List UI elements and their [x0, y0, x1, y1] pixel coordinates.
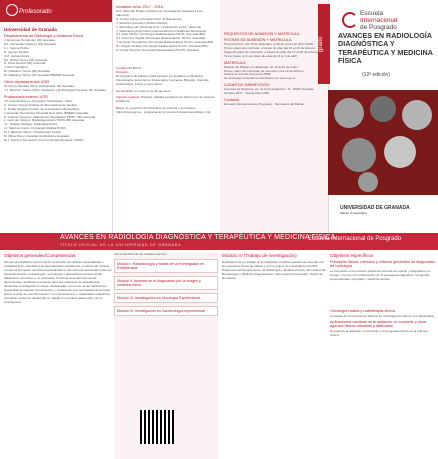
scan-image	[370, 96, 396, 122]
scan-image	[384, 136, 416, 168]
school-name-1: Escuela	[360, 10, 384, 17]
date-item: Primer plazo de matrícula: a través de plan del 15 al 16 de febrero	[224, 45, 315, 50]
research-text: Realización de un trabajo de investigación científica tutelado de acuerdo con las siguientes líneas de trabajo y en los grupos de investigación del IBS. Profesores del Departamento de Radiología y Medicina Física, del Instituto de Biopatología y Medicina Regenerativa y del Hospital Universitario Virgen de las Nieves.	[222, 260, 326, 280]
panel-admission	[220, 0, 329, 233]
cover-edition: (12ª edición)	[362, 72, 390, 78]
vertical-grado-band: grado	[318, 4, 330, 84]
external-heading: Profesorado externo UGR	[4, 94, 48, 99]
guest-item: J. Villanueva (Asymmetric General Electric Healthcare Barcelona)	[116, 28, 207, 33]
guest-item: J. Sánchez González (Philips Ibérica)	[116, 20, 168, 25]
dept1-item: N. Olea Serrano (IR) Granada	[4, 61, 46, 66]
prereq-heading: REQUISITOS DE ADMISIÓN Y MATRÍCULA	[224, 32, 300, 36]
dept1-list	[4, 39, 109, 78]
external-item: J.F. Aranda Moreno (Complejo Hospitalario, Jaén)	[4, 98, 73, 103]
date-item: Preinscripción: del 15 de diciembre al 30 de enero de 2017-2018	[224, 42, 313, 46]
fee-item: Se aconseja consultar la información en www.ugr.es	[224, 76, 296, 81]
university-name: UNIVERSIDAD DE GRANADA	[340, 205, 410, 211]
guest-item: M.A. Albendín Bajare (Instituto de Investigación Sanitaria La Fe, Valencia)	[116, 9, 204, 17]
module-box	[114, 293, 218, 303]
school-logo-icon	[342, 12, 358, 28]
guests-heading: Invitados curso 2017 - 2018	[116, 5, 163, 9]
specific-sub-3: Aplicaciones médicas de la radiación no ionizante y otros agentes físicos naturales y artificiales	[330, 320, 427, 328]
objectives-column	[4, 252, 112, 459]
objectives-text: Ofrecer al estudiante una formación avanzada, de carácter especializado o multidisciplinar, orientada a la especialización académica o profesional. Ofrecer a todos la formación científica especializada en las técnicas avanzadas sobre los principios físicos, metodologías, tecnologías y aplicaciones clínicas de las radiaciones ionizantes y no ionizantes. Presenta a los alumnos de las herramientas científicas necesarias para que adquieran la capacidad de desarrollar investigación en áreas relacionadas con el uso de las radiaciones. Capacidad de integrar conocimientos y enfrentarse a la complejidad de formular juicios a partir de una información. Los conocimientos y capacidades adquiridos permitirán al alumno desarrollar su trabajo en el ámbito asistencial y de la investigación.	[4, 260, 112, 304]
duration-label: Duración	[116, 69, 129, 74]
banner-subtitle: TÍTULO OFICIAL DE LA UNIVERSIDAD DE GRANADA	[60, 243, 182, 247]
admit-text: un máximo de 40 alumnos	[134, 88, 171, 93]
module-2-title: Módulo II. Avances en el diagnóstico por la imagen y medicina física	[117, 279, 201, 287]
place-text: Facultad de Medicina, Av. de la Investigación, 11, 18016 Granada	[224, 87, 314, 92]
contact-heading: Contacto	[224, 98, 240, 103]
external-list	[4, 100, 109, 143]
university-heading: Universidad de Granada	[4, 27, 57, 32]
module-4-title: Módulo IV. Investigación en Cancerología experimental	[117, 309, 205, 313]
logo-icon	[6, 4, 18, 16]
date-item: Tercer plazo: a fin de plazo de ellas del 3 al 4 de abril	[224, 53, 297, 58]
modality-label: Impartir mediante	[116, 95, 141, 100]
dept2-heading: Otros departamentos UGR	[4, 80, 50, 85]
credits-label: Créditos	[116, 65, 128, 70]
duration-text: El programa de Máster podrá acceder los titulados en Medicina, Odontología, Enfermería, Fisioterapia, Farmacia, Biología, Ciencias Ambientales, Física y otros afines.	[116, 73, 209, 86]
fees-list	[224, 66, 325, 82]
external-item: A. Durán Segarra (Centro de Investigación Biomédica)	[4, 106, 79, 111]
dept1-item: J. Espinosa Hernández (IR) Granada	[4, 38, 55, 42]
specific-text-1: La formación en la práctica médica de técnicas de estudio y diagnóstico por imagen. Conocer los fundamentos de la resonancia magnética, tomografía computarizada, ecografía y medicina nuclear.	[330, 269, 431, 281]
place-heading: LUGAR DE IMPARTICIÓN	[224, 83, 270, 88]
research-heading: Módulo IV (Trabajo de investigación)	[222, 253, 297, 258]
module-box	[114, 276, 218, 290]
panel-faculty	[0, 0, 113, 233]
dates-list	[224, 43, 325, 59]
module-3-title: Módulo III. Investigación en Oncología Experimental	[117, 296, 201, 300]
external-item: M.J. Martínez Pérez, Hospital San Cecilio	[4, 130, 62, 135]
credits-value: 60 ECTS	[128, 65, 141, 70]
external-item: I.J. Martínez Liedo, Oncología Médica HUVN	[4, 126, 66, 131]
specific-sub-2: Oncología básica y radioterapia clínica	[330, 309, 396, 313]
specific-heading: Objetivos específicos	[330, 253, 374, 258]
fee-item: Abonar el importe del precio 250€	[224, 72, 271, 77]
scan-image	[342, 138, 376, 172]
external-item: D. Galindo Cisneros, Radiofísica Hospitalaria PMTC, IBS Granada	[4, 114, 96, 119]
dept1-item: J. Ruiz Caballero	[4, 65, 28, 70]
guest-item: L. Martí-Bonmatí (Hospital Univ. y Politécnico La Fe, Valencia)	[116, 24, 202, 29]
dept1-item: J.M. Llamas Elvira	[4, 53, 30, 58]
guest-item: S. Cortés Arango (Hospital Clínic de Barcelona)	[116, 16, 182, 21]
dept1-heading: Departamento de Radiología y Medicina Física	[4, 34, 83, 38]
dept1-item: M.I. Fernández Cabrera (IR) Granada	[4, 41, 56, 46]
specific-objectives-column	[330, 252, 436, 459]
guest-item: F.J. Díaz Vilchez (Oncología Radioterápica HUVN, Granada IBS)	[116, 32, 206, 37]
scan-image	[402, 100, 432, 130]
scan-image	[334, 98, 364, 128]
modality-text: Práctica: palabra pendiente de Opción por la Junta de Andalucía	[116, 95, 215, 104]
fees-heading: MATRÍCULA	[224, 60, 246, 65]
panel-guests	[112, 0, 221, 233]
web-label: Bases de selección del Ministerio de Ciencia e Innovación	[116, 106, 196, 111]
scan-image	[358, 172, 378, 192]
module-1-title: Módulo I. Radiobiología y Bases de la Investigación en Radioterapia	[117, 262, 205, 270]
dept1-item: M.I. Núñez Torres (IR) Granada	[4, 57, 48, 62]
date-item: Segundo plazo de matrícula: a través de plan del 17 al 28 de febrero	[224, 49, 319, 54]
school-name-2: Internacional	[360, 17, 398, 24]
fee-item: Primer plazo de matrícula: se concede a los 12 de febrero	[224, 68, 304, 73]
fee-item: Módulo del Máster en radiología: de 18 al 21 de enero	[224, 64, 299, 69]
module-box	[114, 306, 218, 316]
banner-title: AVANCES EN RADIOLOGÍA DIAGNÓSTICA Y TERAPÉUTICA Y MEDICINA FÍSICA	[60, 234, 336, 241]
external-item: J. Exposito Hernández (Hospital Ruiz Alda, IBIMER Granada)	[4, 110, 89, 115]
guest-item: P.J. Guerrero Tejada (Oncología Radioterápica, HUVN, Granada)	[116, 36, 206, 41]
external-item: L. Guzmán Álvarez, Radiodiagnóstico HUVN IBS Granada	[4, 118, 85, 123]
guest-item: P.I. Vargas Arrabal (Oncología Radioterápica HUVN, Granada IBS)	[116, 44, 208, 49]
contact-text: Escuela Internacional de Posgrado · Secretaría del Máster	[224, 102, 305, 107]
specific-sub-1: Principios físicos, métodos y criterios generales de diagnóstico en radiología	[330, 260, 436, 268]
guest-item: J. Exposito Hernández (Oncología Radioterápica HUVN, Granada IBS)	[116, 40, 214, 45]
dept1-item: L.L. García Puche	[4, 45, 29, 50]
cover-photo-collage	[328, 90, 438, 195]
dates-heading: FECHAS DE ADMISIÓN Y MATRÍCULA	[224, 38, 292, 42]
external-item: M.J. Serrano Fernández (Centro Nicolás Monarde, SSPA)	[4, 137, 84, 142]
admit-label: Se admitirán	[116, 88, 134, 93]
dept1-item: M. Villalobos Torres (IR) Granada	[4, 69, 50, 74]
specific-text-3: El papel de la radiación no ionizante y otros agentes físicos en la práctica clínica.	[330, 329, 428, 337]
school-name-3: de Posgrado	[360, 24, 397, 31]
schedule-text: Octubre 2017 - Septiembre 2018	[224, 91, 270, 96]
modules-intro: Los contenidos de los módulos teóricos	[114, 252, 167, 256]
cover-title: AVANCES EN RADIOLOGÍA DIAGNÓSTICA Y TERAPÉUTICA Y MEDICINA FÍSICA	[338, 31, 433, 66]
dept1-item: N. Gómez Peralta	[4, 49, 29, 54]
university-subtitle: Máster Universitario	[340, 211, 367, 215]
banner-school: Escuela Internacional de Posgrado	[308, 236, 402, 242]
dept2-item: M. Arroyo Morales (Dpto. Fisioterapia, IR) Granada	[4, 84, 74, 89]
dept1-item: M. Villalobos Torres (IR) Granada IBIMER Granada	[4, 73, 75, 78]
objectives-heading: Objetivos generales/Competencias	[4, 253, 76, 258]
specific-text-2: Una base de conocimientos básicos en la biología del cáncer y la radioterapia.	[330, 314, 435, 318]
guests-list	[116, 10, 217, 53]
qr-code[interactable]	[140, 410, 174, 444]
faculty-header-title: Profesorado	[19, 9, 52, 15]
guest-item: M. Zurita Herrera, Oncología Radioterápica HUVN, Granada	[116, 48, 199, 53]
faculty-header	[0, 0, 112, 22]
external-item: A. Carrero Moya (Instituto de Biomedicina de Sevilla)	[4, 102, 77, 107]
external-item: J.L. Hidalgo Rodrigo, Radiodiagnóstico	[4, 122, 58, 127]
university-logo	[340, 205, 410, 215]
dept2-list	[4, 85, 109, 93]
dept2-item: J.J. Martínez Carles (Dpto. Anatomía y Embriología Humana, IR) Granada	[4, 87, 106, 92]
web-link[interactable]: https://www.ugr.es · programa de la Comisión Académica Máster Ugr	[116, 110, 211, 115]
module-box	[114, 259, 218, 273]
research-column	[222, 252, 326, 459]
external-item: M. Miras Pérez, Facultad de Medicina Granada	[4, 134, 69, 139]
